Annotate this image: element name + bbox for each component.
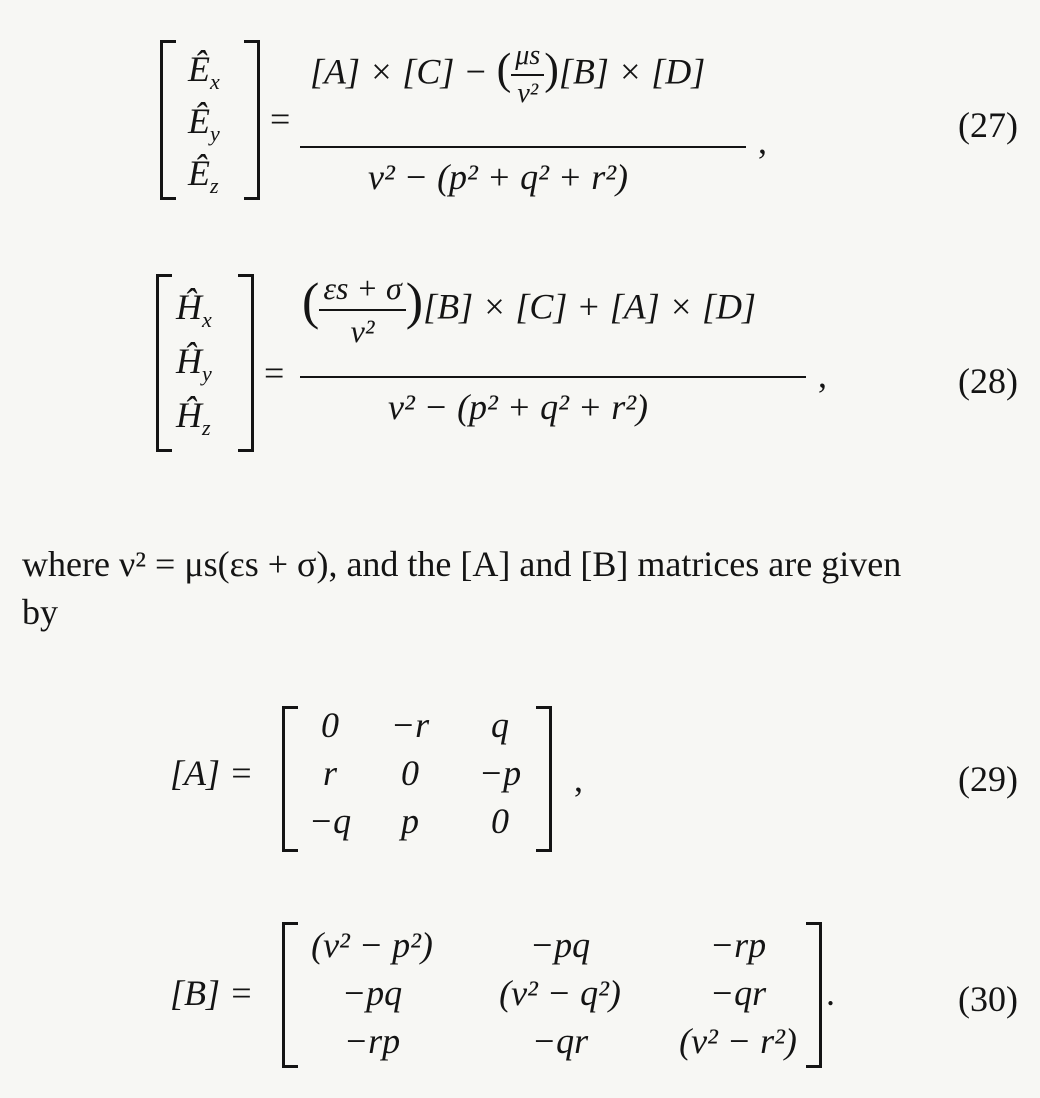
denominator: ν² − (p² + q² + r²) [368,157,629,197]
equation-29 [0,700,1040,860]
right-bracket [244,40,260,200]
matrix-cell: 0 [491,801,509,841]
equation-27 [0,30,1040,230]
matrix-cell: (ν² − p²) [311,925,433,965]
lhs-e-z: $Ê_z$ [188,153,219,199]
matrix-cell: −qr [709,973,767,1013]
equation-28 [0,262,1040,472]
matrix-cell: −r [390,705,430,745]
left-bracket [160,40,176,200]
matrix-cell: −q [308,801,352,841]
left-bracket [156,274,172,452]
equation-number: (27) [958,105,1018,145]
equals-sign: = [264,353,285,393]
matrix-cell: r [322,753,337,793]
matrix-cell: 0 [321,705,339,745]
matrix-cell: −pq [341,973,403,1013]
equals-sign: = [270,99,291,139]
trailing-comma: , [574,759,583,799]
trailing-period: . [826,973,835,1013]
matrix-cell: p [401,801,419,841]
paragraph [22,540,1022,636]
matrix-cell: −rp [343,1021,401,1061]
fraction-bar [300,376,806,378]
equation-number: (28) [958,361,1018,401]
numerator: [A] × [C] − ( $\frac{\mu s}{\text{ν²}}$ )[B] × [D] [310,40,706,109]
trailing-comma: , [758,121,767,161]
right-bracket [238,274,254,452]
matrix-cell: (ν² − r²) [679,1021,797,1061]
lhs-h-y: $Ĥ_y$ [176,341,212,387]
paragraph-line-2: by [22,592,58,632]
fraction-bar [300,146,746,148]
matrix-cell: 0 [401,753,419,793]
numerator: ( $\frac{\varepsilon s + \sigma}{\text{ν²}}$ )[B] × [C] + [A] × [D] [302,270,757,349]
matrix-cell: −rp [709,925,767,965]
matrix-cell: −qr [531,1021,589,1061]
lhs-e-x: $Ê_x$ [188,49,220,95]
lhs-h-x: $Ĥ_x$ [176,287,212,333]
matrix-cell: −p [478,753,522,793]
denominator: ν² − (p² + q² + r²) [388,387,649,427]
equation-30 [0,916,1040,1076]
lhs-label: [A] = [170,753,254,793]
trailing-comma: , [818,355,827,395]
lhs-label: [B] = [170,973,254,1013]
lhs-e-y: $Ê_y$ [188,101,220,147]
lhs-h-z: $Ĥ_z$ [176,395,211,441]
paragraph-line-1: where ν² = μs(εs + σ), and the [A] and [B] matrices are given [22,544,902,584]
equation-number: (30) [958,979,1018,1019]
equation-number: (29) [958,759,1018,799]
matrix-cell: q [491,705,509,745]
matrix-cell: (ν² − q²) [499,973,621,1013]
matrix-cell: −pq [529,925,591,965]
